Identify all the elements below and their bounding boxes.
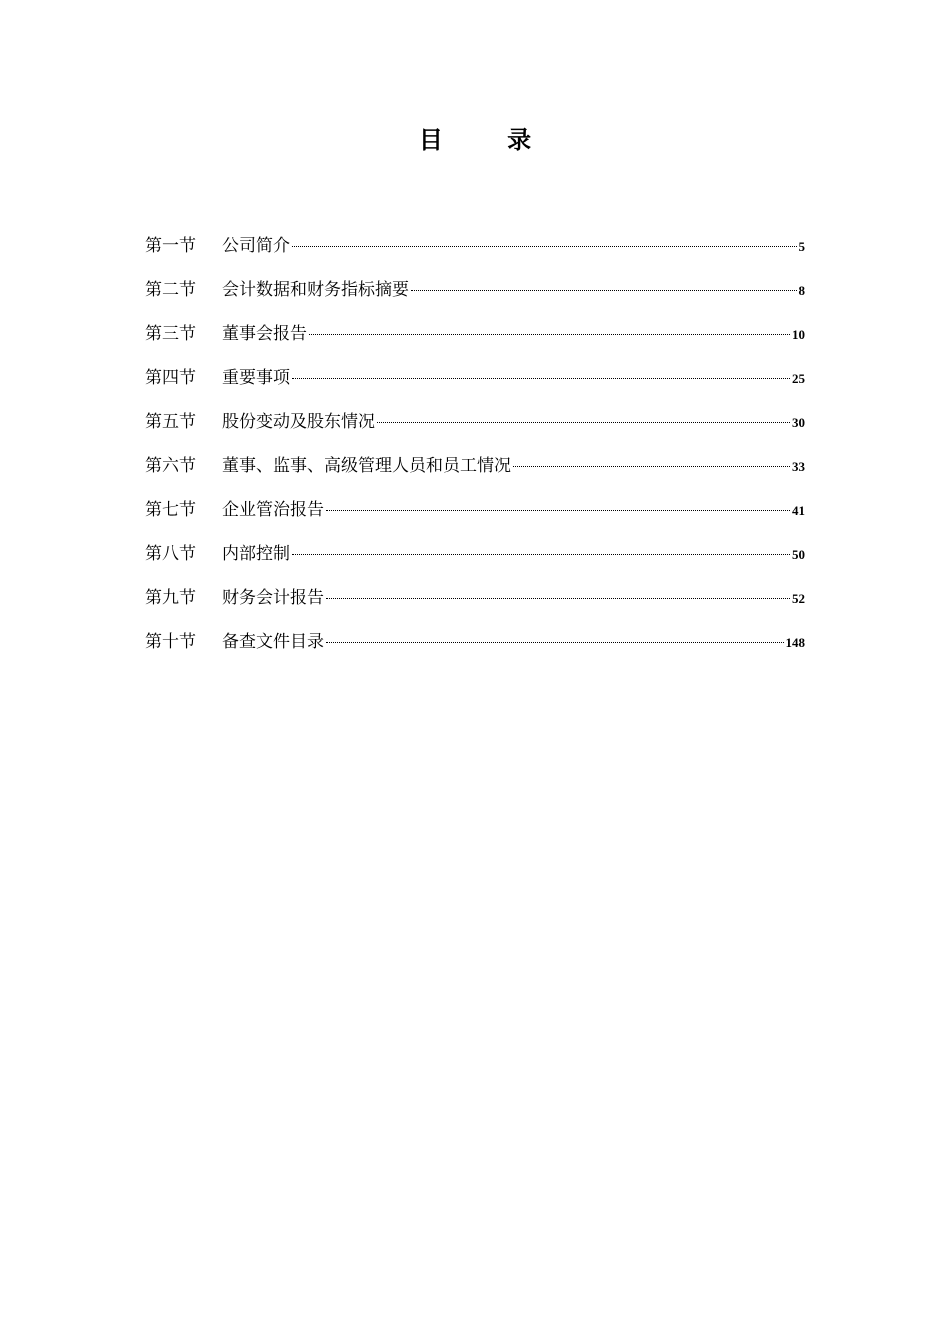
toc-dot-leader <box>411 290 797 291</box>
toc-page-number: 52 <box>792 591 805 606</box>
toc-section-number: 第二节 <box>145 280 196 300</box>
toc-page-number: 148 <box>785 635 805 650</box>
toc-page-number: 33 <box>792 459 805 474</box>
toc-entry[interactable] <box>145 272 805 316</box>
toc-entry[interactable] <box>145 404 805 448</box>
toc-entry[interactable] <box>145 536 805 580</box>
toc-section-title: 董事会报告 <box>222 324 307 344</box>
toc-section-title: 股份变动及股东情况 <box>222 412 375 432</box>
toc-section-number: 第一节 <box>145 236 196 256</box>
toc-dot-leader <box>292 246 797 247</box>
toc-dot-leader <box>377 422 790 423</box>
toc-page-number: 8 <box>798 283 805 298</box>
toc-list <box>145 228 805 668</box>
toc-page-number: 50 <box>792 547 805 562</box>
toc-dot-leader <box>326 598 790 599</box>
toc-section-title: 董事、监事、高级管理人员和员工情况 <box>222 456 511 476</box>
toc-page-number: 5 <box>798 239 805 254</box>
toc-page-number: 25 <box>792 371 805 386</box>
toc-section-number: 第七节 <box>145 500 196 520</box>
toc-dot-leader <box>309 334 790 335</box>
toc-section-title: 会计数据和财务指标摘要 <box>222 280 409 300</box>
toc-dot-leader <box>292 554 790 555</box>
toc-dot-leader <box>513 466 790 467</box>
toc-entry[interactable] <box>145 580 805 624</box>
toc-section-title: 公司简介 <box>222 236 290 256</box>
toc-entry[interactable] <box>145 360 805 404</box>
toc-page-number: 30 <box>792 415 805 430</box>
toc-page-number: 41 <box>792 503 805 518</box>
toc-dot-leader <box>326 642 784 643</box>
toc-entry[interactable] <box>145 492 805 536</box>
toc-section-title: 备查文件目录 <box>222 632 324 652</box>
toc-dot-leader <box>292 378 790 379</box>
toc-section-title: 内部控制 <box>222 544 290 564</box>
toc-entry[interactable] <box>145 228 805 272</box>
toc-section-title: 财务会计报告 <box>222 588 324 608</box>
toc-section-title: 重要事项 <box>222 368 290 388</box>
toc-section-number: 第三节 <box>145 324 196 344</box>
toc-entry[interactable] <box>145 624 805 668</box>
toc-page-number: 10 <box>792 327 805 342</box>
toc-section-number: 第六节 <box>145 456 196 476</box>
toc-section-title: 企业管治报告 <box>222 500 324 520</box>
toc-section-number: 第八节 <box>145 544 196 564</box>
toc-section-number: 第五节 <box>145 412 196 432</box>
toc-entry[interactable] <box>145 316 805 360</box>
toc-section-number: 第四节 <box>145 368 196 388</box>
toc-title: 目 录 <box>418 125 560 154</box>
toc-dot-leader <box>326 510 790 511</box>
toc-entry[interactable] <box>145 448 805 492</box>
toc-section-number: 第十节 <box>145 632 196 652</box>
toc-section-number: 第九节 <box>145 588 196 608</box>
